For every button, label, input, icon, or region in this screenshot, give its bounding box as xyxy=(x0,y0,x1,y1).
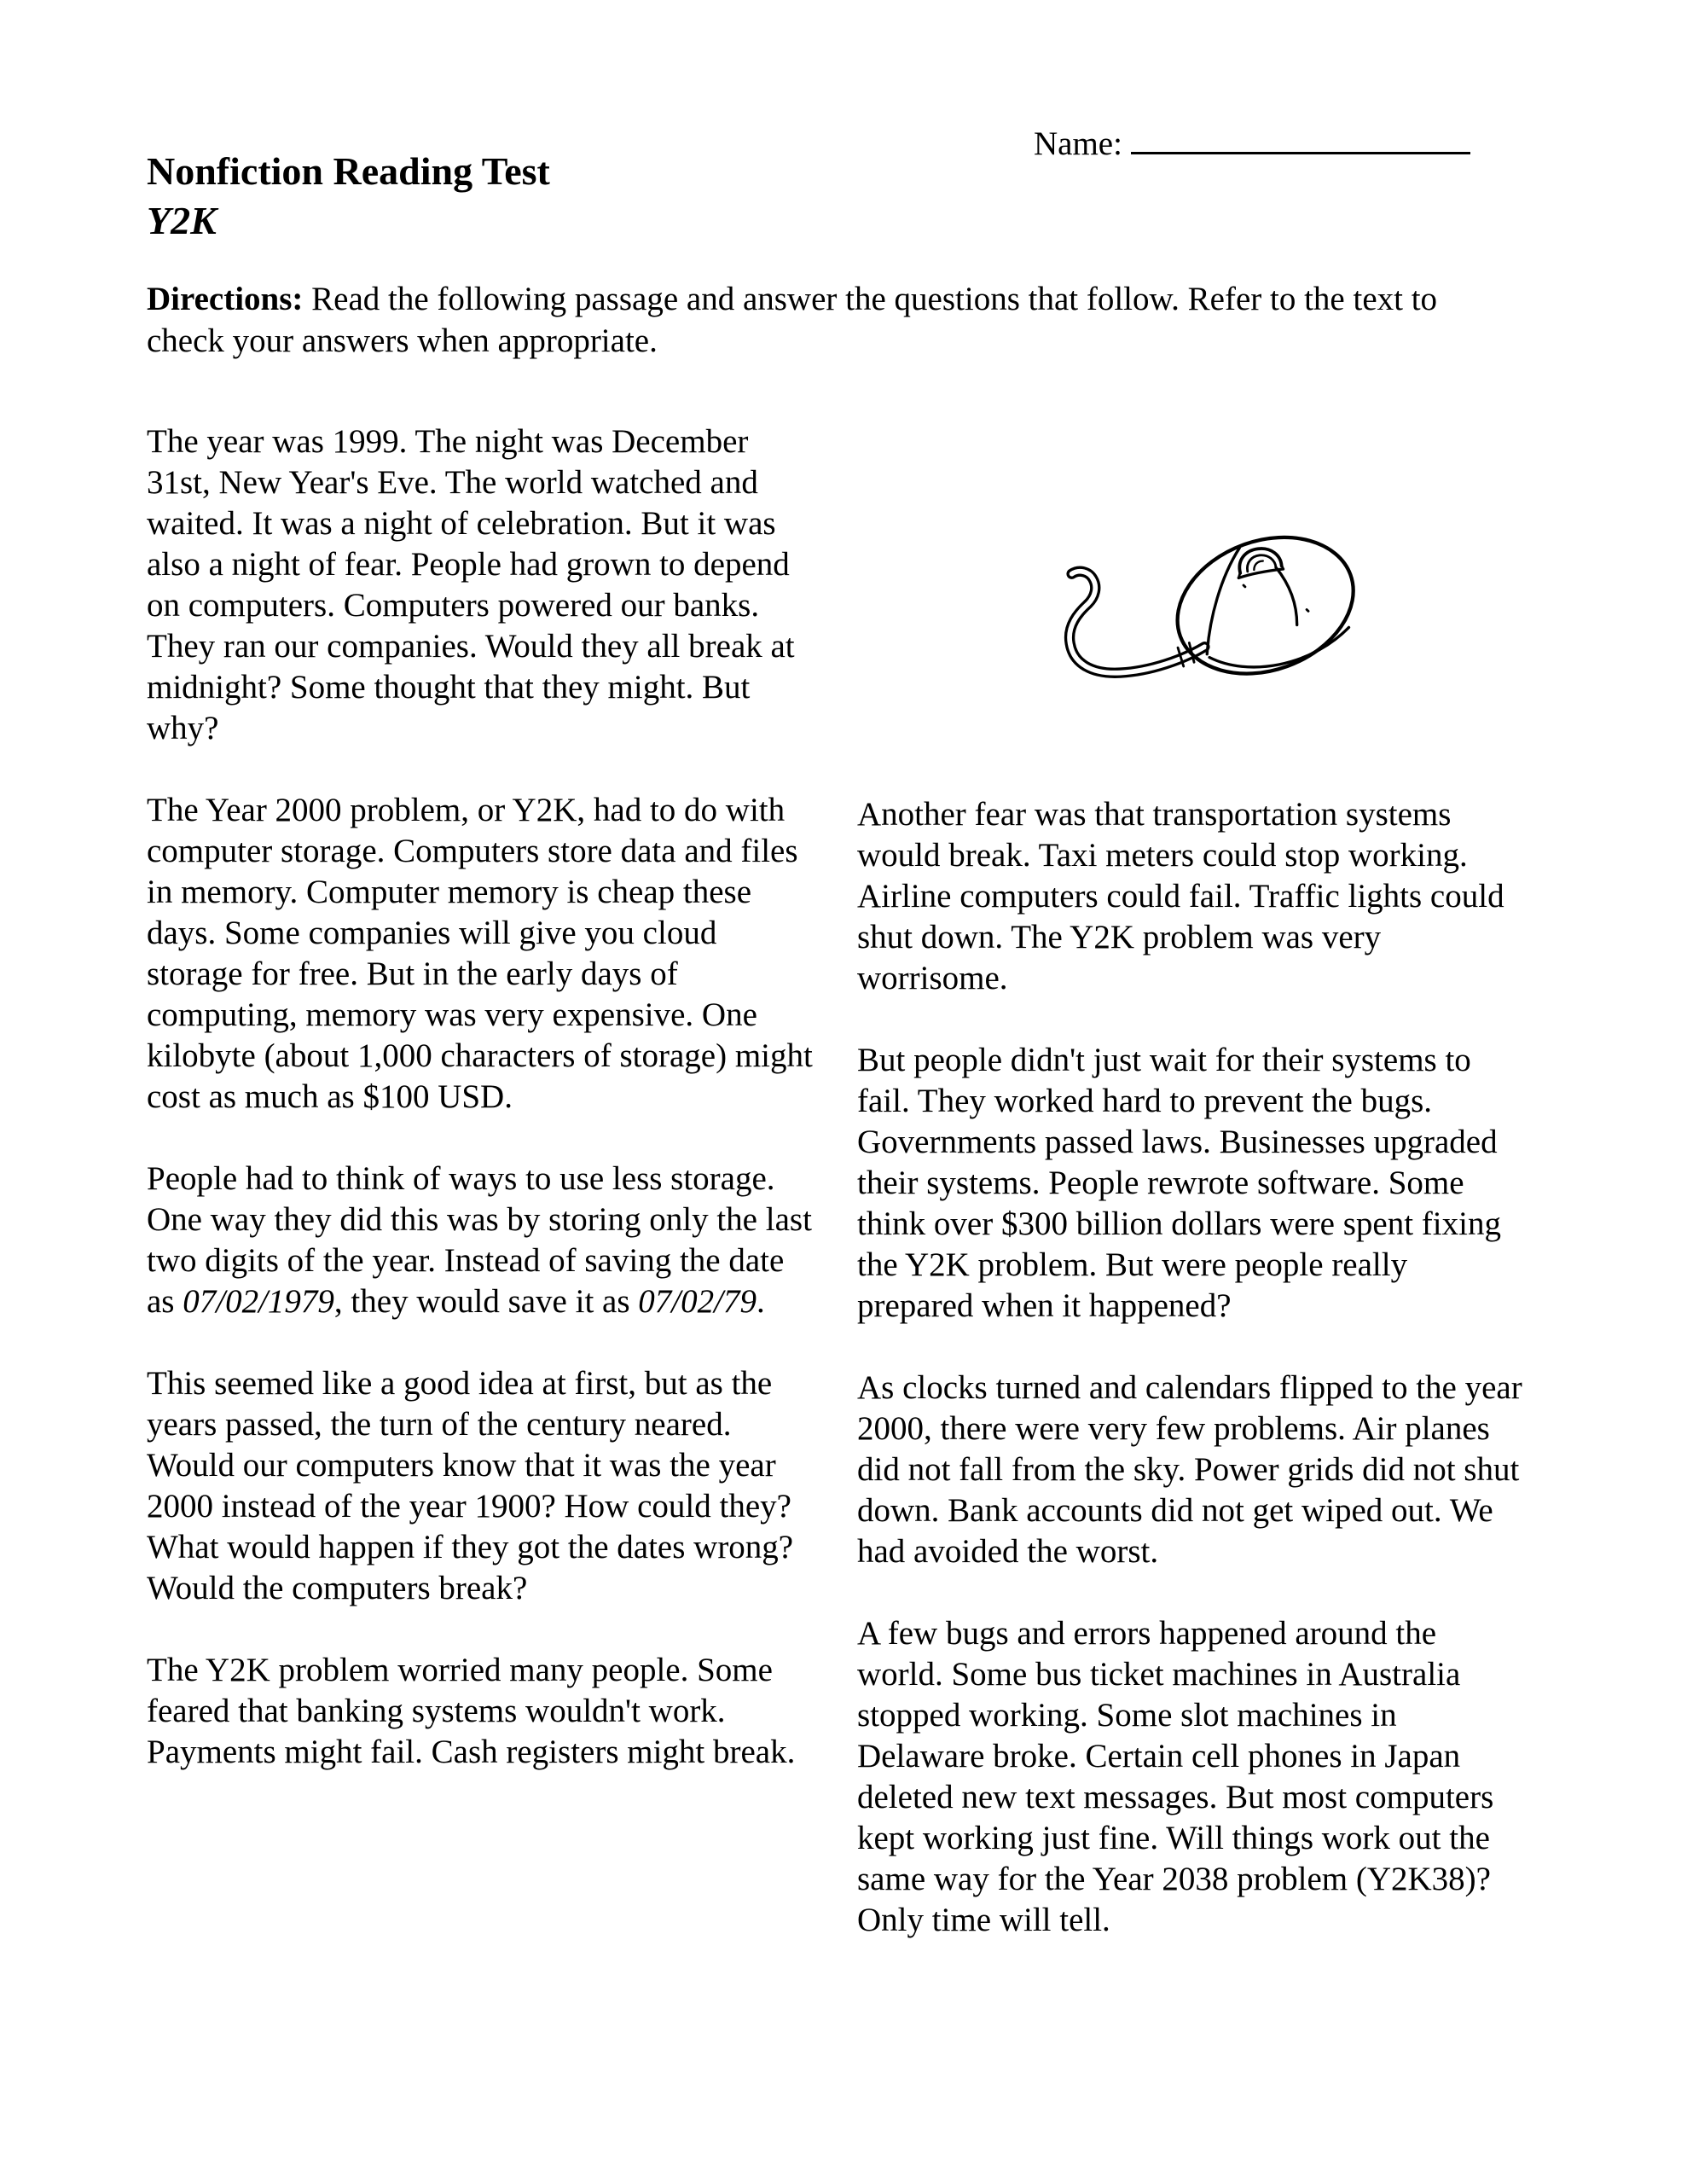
passage-paragraph xyxy=(857,1613,1530,1941)
passage-paragraph xyxy=(147,1159,820,1322)
directions xyxy=(147,278,1522,362)
passage-text: . xyxy=(756,1283,765,1320)
passage-text-italic: 07/02/1979 xyxy=(183,1283,334,1320)
passage-text: This seemed like a good idea at first, but as the years passed, the turn of the century neared. Would our computers know that it was the year 2000 instead of the year 1900? How could they? What would happen if they got the dates wrong? Would the computers break? xyxy=(147,1365,794,1606)
passage-text: People had to think of ways to use less storage. One way they did this was by storing only the last two digits of the year. Instead of saving the date as xyxy=(147,1160,812,1320)
passage-text: , they would save it as xyxy=(333,1283,639,1320)
directions-label: Directions: xyxy=(147,281,304,317)
passage-left-column xyxy=(147,421,820,1982)
passage-paragraph xyxy=(147,1363,820,1609)
passage-right-column xyxy=(857,421,1530,1982)
computer-mouse-icon xyxy=(1000,488,1454,699)
passage-paragraph xyxy=(857,794,1530,999)
page-subtitle: Y2K xyxy=(147,199,217,242)
name-blank-line xyxy=(1131,118,1470,154)
passage-paragraph xyxy=(147,421,820,749)
passage-text: But people didn't just wait for their systems to fail. They worked hard to prevent the bugs. Governments passed laws. Businesses upgraded their systems. People rewrote software. Some think over $300 billion dollars were spent fixing the Y2K problem. But were people really prepared when it happened? xyxy=(857,1042,1501,1324)
passage-text: The Y2K problem worried many people. Some feared that banking systems wouldn't work. Payments might fail. Cash registers might break. xyxy=(147,1652,796,1770)
mouse-illustration-figure xyxy=(1000,488,1454,699)
page-header xyxy=(147,147,550,246)
passage-text: The year was 1999. The night was December 31st, New Year's Eve. The world watched and waited. It was a night of celebration. But it was also a night of fear. People had grown to depend on computers. Computers powered our banks. They ran our companies. Would they all break at midnight? Some thought that they might. But why? xyxy=(147,423,795,746)
page-title: Nonfiction Reading Test xyxy=(147,149,550,193)
passage-text-italic: 07/02/79 xyxy=(638,1283,757,1320)
passage-text: Another fear was that transportation systems would break. Taxi meters could stop working. Airline computers could fail. Traffic lights could shut down. The Y2K problem was very worrisome. xyxy=(857,796,1504,996)
directions-text: Read the following passage and answer the questions that follow. Refer to the text to check your answers when appropriate. xyxy=(147,281,1438,359)
passage-paragraph xyxy=(147,790,820,1118)
passage-text: As clocks turned and calendars flipped to the year 2000, there were very few problems. Air planes did not fall from the sky. Power grids did not shut down. Bank accounts did not get wiped out. We had avoided the worst. xyxy=(857,1369,1522,1570)
name-field xyxy=(1034,118,1470,165)
passage-columns xyxy=(147,421,1530,1982)
passage-paragraph xyxy=(857,1368,1530,1572)
name-label: Name: xyxy=(1034,125,1122,162)
passage-text: A few bugs and errors happened around the world. Some bus ticket machines in Australia stopped working. Some slot machines in Delaware broke. Certain cell phones in Japan deleted new text messages. But most computers kept working just fine. Will things work out the same way for the Year 2038 problem (Y2K38)? Only time will tell. xyxy=(857,1615,1494,1938)
passage-text: The Year 2000 problem, or Y2K, had to do with computer storage. Computers store data and files in memory. Computer memory is cheap these days. Some companies will give you cloud storage for free. But in the early days of computing, memory was very expensive. One kilobyte (about 1,000 characters of storage) might cost as much as $100 USD. xyxy=(147,792,813,1115)
passage-paragraph xyxy=(147,1650,820,1773)
passage-paragraph xyxy=(857,1040,1530,1327)
